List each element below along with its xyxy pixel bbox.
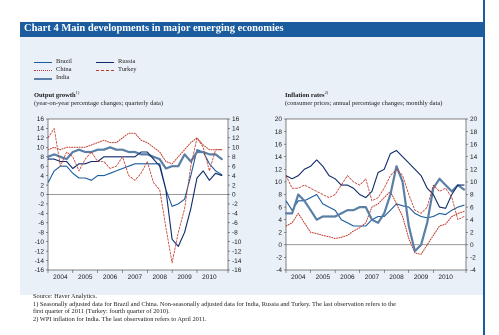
y-tick-label-right: 12: [470, 166, 478, 174]
y-tick-label-right: 6: [232, 163, 236, 171]
right-panel-subtitle: (consumer prices; annual percentage changes; monthly data): [285, 99, 443, 107]
y-tick-label-left: 10: [274, 179, 282, 187]
legend-label-russia: Russia: [118, 58, 136, 65]
y-tick-label-left: 8: [40, 153, 44, 161]
x-tick-label-2009: 2009: [177, 274, 192, 281]
x-tick-label-2006: 2006: [102, 274, 118, 281]
y-tick-label-right: 0: [232, 191, 236, 199]
y-tick-label-left: -4: [38, 210, 44, 218]
y-tick-label-right: 4: [232, 172, 236, 180]
y-tick-label-left: 2: [40, 182, 44, 190]
y-tick-label-right: 20: [470, 116, 478, 124]
y-tick-label-left: 6: [40, 163, 44, 171]
y-tick-label-left: 0: [278, 242, 282, 250]
y-tick-label-left: 10: [36, 144, 44, 152]
y-tick-label-right: 4: [470, 216, 474, 224]
y-tick-label-right: -2: [470, 254, 476, 262]
y-tick-label-right: 10: [470, 179, 478, 187]
y-tick-label-left: 6: [278, 204, 282, 212]
y-tick-label-left: 8: [278, 191, 282, 199]
y-tick-label-left: 18: [274, 128, 282, 136]
y-tick-label-left: 0: [40, 191, 44, 199]
y-tick-label-right: 14: [232, 125, 240, 133]
y-tick-label-right: 16: [470, 141, 478, 149]
y-tick-label-left: 12: [36, 135, 44, 143]
y-tick-label-right: 10: [232, 144, 240, 152]
left-panel-title-note: 1): [75, 90, 80, 95]
y-tick-label-left: -2: [276, 254, 282, 262]
y-tick-label-left: 4: [40, 172, 44, 180]
x-tick-label-2004: 2004: [53, 274, 68, 281]
y-tick-label-right: -14: [232, 257, 242, 265]
y-tick-label-right: 8: [470, 191, 474, 199]
footnote-1: 1) Seasonally adjusted data for Brazil and China. Non-seasonally adjusted data for India, Russia and Turkey. The last observation refers to the: [33, 300, 396, 308]
footnote-1-cont: first quarter of 2011 (Turkey: fourth quarter of 2010).: [33, 308, 170, 316]
x-tick-label-2006: 2006: [340, 274, 355, 281]
y-tick-label-left: -2: [38, 201, 44, 209]
y-tick-label-left: 16: [36, 116, 44, 124]
y-tick-label-right: 2: [470, 229, 474, 237]
x-tick-label-2004: 2004: [291, 274, 306, 281]
y-tick-label-right: 16: [232, 116, 240, 124]
y-tick-label-left: 12: [274, 166, 282, 174]
y-tick-label-right: -4: [232, 210, 238, 218]
x-tick-label-2005: 2005: [78, 274, 93, 281]
left-panel-subtitle: (year-on-year percentage changes; quarterly data): [34, 99, 164, 107]
y-tick-label-right: 8: [232, 153, 236, 161]
x-tick-label-2008: 2008: [152, 274, 167, 281]
footnotes: [33, 293, 483, 323]
y-tick-label-right: 6: [470, 204, 474, 212]
y-tick-label-right: -8: [232, 229, 238, 237]
x-tick-label-2008: 2008: [389, 274, 404, 281]
y-tick-label-right: 0: [470, 242, 474, 250]
y-tick-label-right: -4: [470, 267, 476, 275]
right-panel-title: Inflation rates: [285, 92, 325, 100]
y-tick-label-right: -16: [232, 267, 242, 275]
y-tick-label-right: -2: [232, 201, 238, 209]
x-tick-label-2007: 2007: [364, 274, 380, 281]
y-tick-label-left: 14: [274, 153, 282, 161]
legend-label-china: China: [56, 66, 72, 73]
y-tick-label-right: 2: [232, 182, 236, 190]
y-tick-label-left: 16: [274, 141, 282, 149]
y-tick-label-left: 4: [278, 216, 282, 224]
y-tick-label-right: -12: [232, 248, 242, 256]
y-tick-label-right: -6: [232, 220, 238, 228]
y-tick-label-left: -16: [34, 267, 44, 275]
y-tick-label-left: -6: [38, 220, 44, 228]
y-tick-label-left: -8: [38, 229, 44, 237]
y-tick-label-left: 20: [274, 116, 282, 124]
footnote-source: Source: Haver Analytics.: [33, 293, 98, 300]
y-tick-label-left: -10: [34, 238, 44, 246]
x-tick-label-2005: 2005: [315, 274, 331, 281]
y-tick-label-left: -4: [276, 267, 282, 275]
y-tick-label-right: 14: [470, 153, 478, 161]
y-tick-label-right: -10: [232, 238, 242, 246]
y-tick-label-right: 18: [470, 128, 478, 136]
right-panel-title-note: 2): [324, 90, 329, 95]
legend-label-turkey: Turkey: [118, 66, 137, 73]
plot-area: [286, 119, 466, 270]
x-tick-label-2007: 2007: [127, 274, 143, 281]
y-tick-label-left: -14: [34, 257, 44, 265]
chart-title: Chart 4 Main developments in major emerging economies: [24, 23, 284, 34]
y-tick-label-right: 12: [232, 135, 240, 143]
y-tick-label-left: 14: [36, 125, 44, 133]
x-tick-label-2010: 2010: [202, 274, 217, 281]
legend-label-brazil: Brazil: [56, 58, 72, 65]
legend-label-india: India: [56, 74, 70, 81]
footnote-2: 2) WPI inflation for India. The last observation refers to April 2011.: [33, 315, 207, 323]
y-tick-label-left: -12: [34, 248, 44, 256]
left-panel-title: Output growth: [34, 92, 76, 100]
y-tick-label-left: 2: [278, 229, 282, 237]
x-tick-label-2010: 2010: [438, 274, 453, 281]
x-tick-label-2009: 2009: [413, 274, 429, 281]
